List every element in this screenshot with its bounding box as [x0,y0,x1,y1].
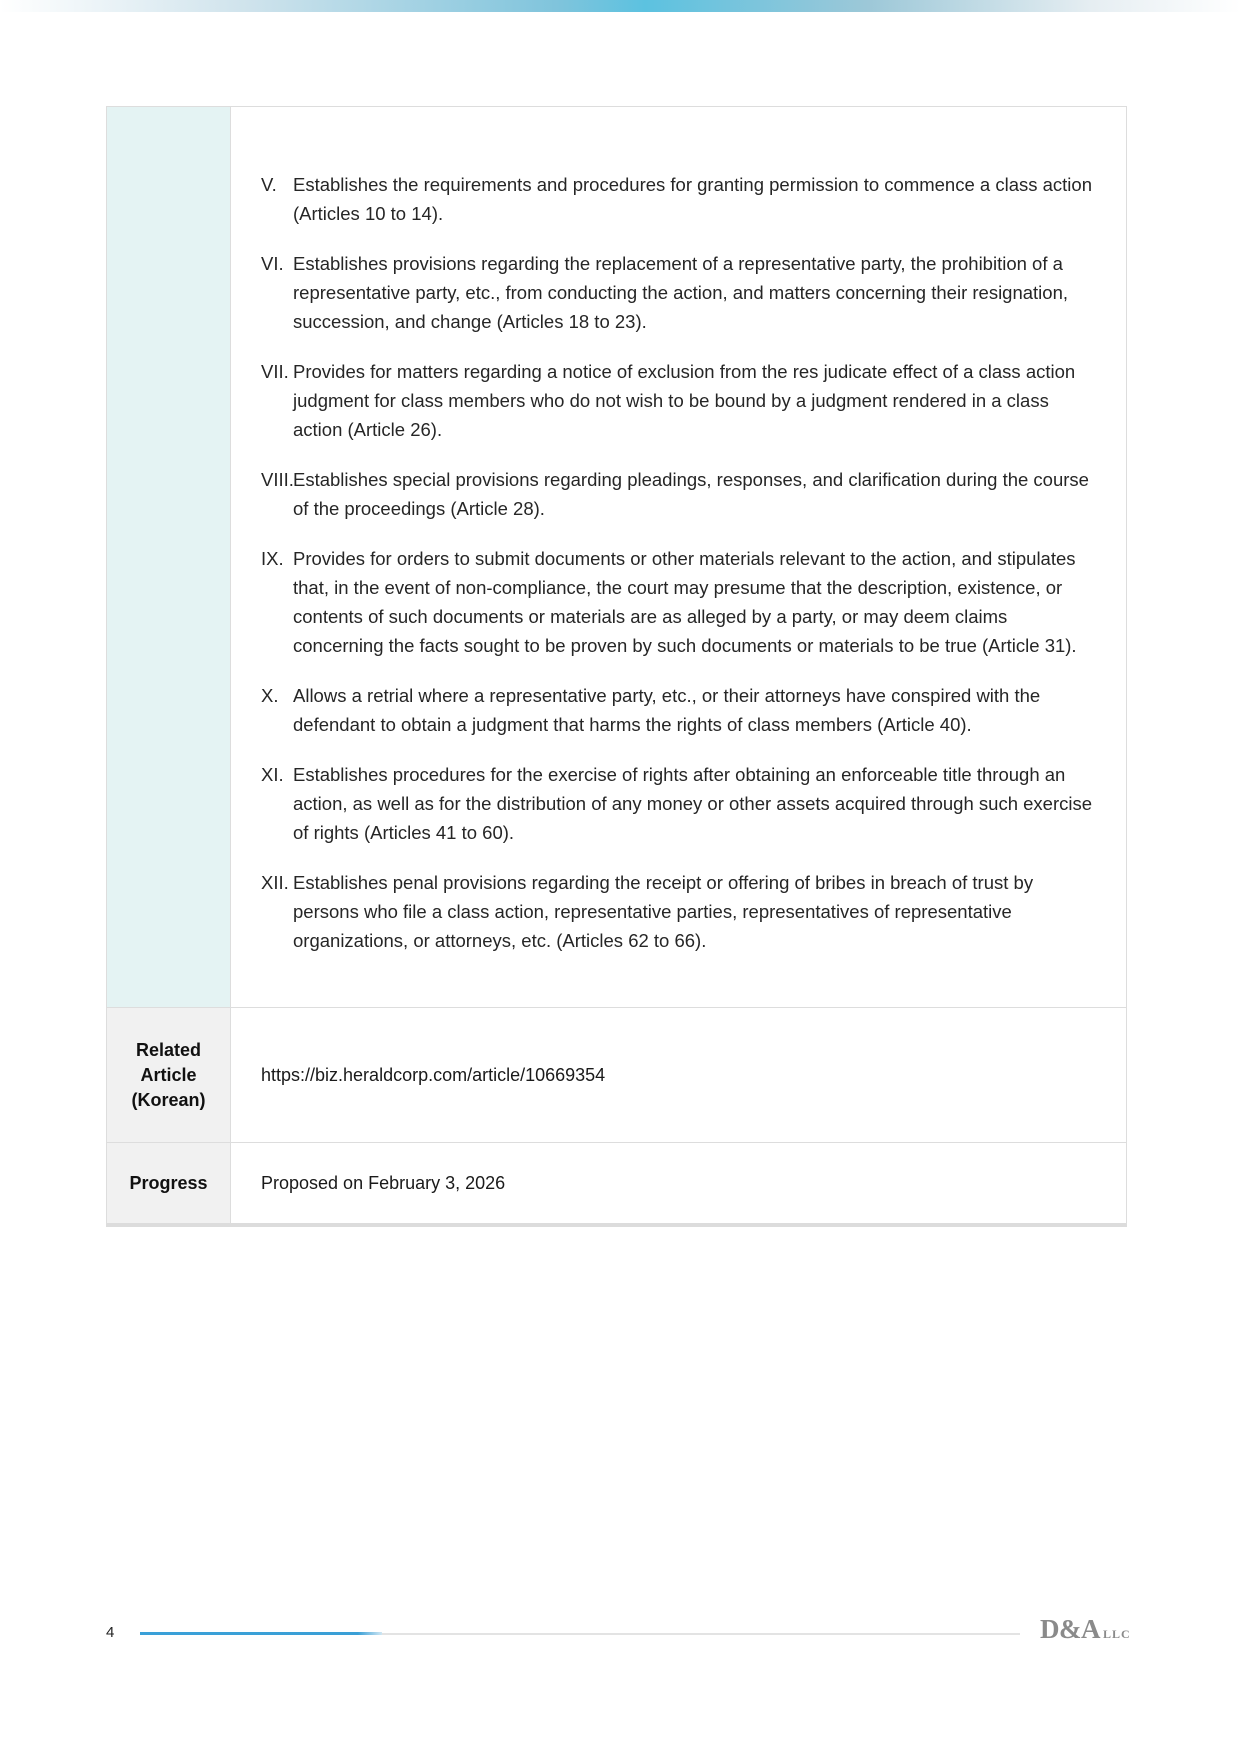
list-numeral: X. [261,685,279,706]
list-item-text: Provides for matters regarding a notice of exclusion from the res judicate effect of a class action judgment for class members who do not wish to be bound by a judgment rendered in a class action (Article 26). [293,361,1076,440]
list-item [261,868,1100,955]
bill-summary-table [106,106,1127,1227]
provisions-list [231,107,1126,1007]
logo-text: D&A [1040,1614,1100,1644]
details-row [107,107,1126,1008]
list-item-text: Establishes the requirements and procedures for granting permission to commence a class action (Articles 10 to 14). [293,174,1092,224]
firm-logo [1040,1614,1131,1645]
list-item [261,760,1100,847]
related-article-label [107,1008,231,1142]
list-item-text: Provides for orders to submit documents or other materials relevant to the action, and stipulates that, in the event of non-compliance, the court may presume that the description, existence, or contents of such documents or materials are as alleged by a party, or may deem claims concerning the facts sought to be proven by such documents or materials to be true (Article 31). [293,548,1077,656]
logo-suffix: LLC [1103,1627,1131,1641]
list-item [261,681,1100,739]
list-item [261,357,1100,444]
list-item-text: Establishes penal provisions regarding the receipt or offering of bribes in breach of trust by persons who file a class action, representative parties, representatives of representative organizations, or attorneys, etc. (Articles 62 to 66). [293,872,1034,951]
list-numeral: VI. [261,253,284,274]
list-item [261,249,1100,336]
list-item-text: Establishes provisions regarding the replacement of a representative party, the prohibition of a representative party, etc., from conducting the action, and matters concerning their resignation, succession, and change (Articles 18 to 23). [293,253,1069,332]
details-label-cell [107,107,231,1007]
list-numeral: V. [261,174,277,195]
progress-label: Progress [107,1143,231,1223]
list-numeral: IX. [261,548,284,569]
progress-row [107,1143,1126,1223]
progress-value-cell [231,1143,1126,1223]
list-item-text: Allows a retrial where a representative party, etc., or their attorneys have conspired with the defendant to obtain a judgment that harms the rights of class members (Article 40). [293,685,1041,735]
top-gradient-bar [0,0,1241,12]
list-item [261,465,1100,523]
page-number: 4 [106,1624,115,1641]
list-item-text: Establishes special provisions regarding pleadings, responses, and clarification during the course of the proceedings (Article 28). [293,469,1089,519]
list-item [261,170,1100,228]
related-article-label-line: (Korean) [131,1089,206,1110]
related-article-row [107,1008,1126,1143]
related-article-label-line: Article [140,1064,197,1085]
list-numeral: XII. [261,872,289,893]
list-item-text: Establishes procedures for the exercise of rights after obtaining an enforceable title through an action, as well as for the distribution of any money or other assets acquired through such exercise of rights (Articles 41 to 60). [293,764,1093,843]
list-item [261,544,1100,660]
footer-divider-accent [140,1632,382,1635]
related-article-value-cell [231,1008,1126,1142]
related-article-label-line: Related [135,1039,201,1060]
progress-value: Proposed on February 3, 2026 [261,1172,506,1193]
list-numeral: XI. [261,764,284,785]
list-numeral: VII. [261,361,289,382]
related-article-link[interactable]: https://biz.heraldcorp.com/article/10669354 [261,1064,606,1085]
list-numeral: VIII. [261,469,294,490]
